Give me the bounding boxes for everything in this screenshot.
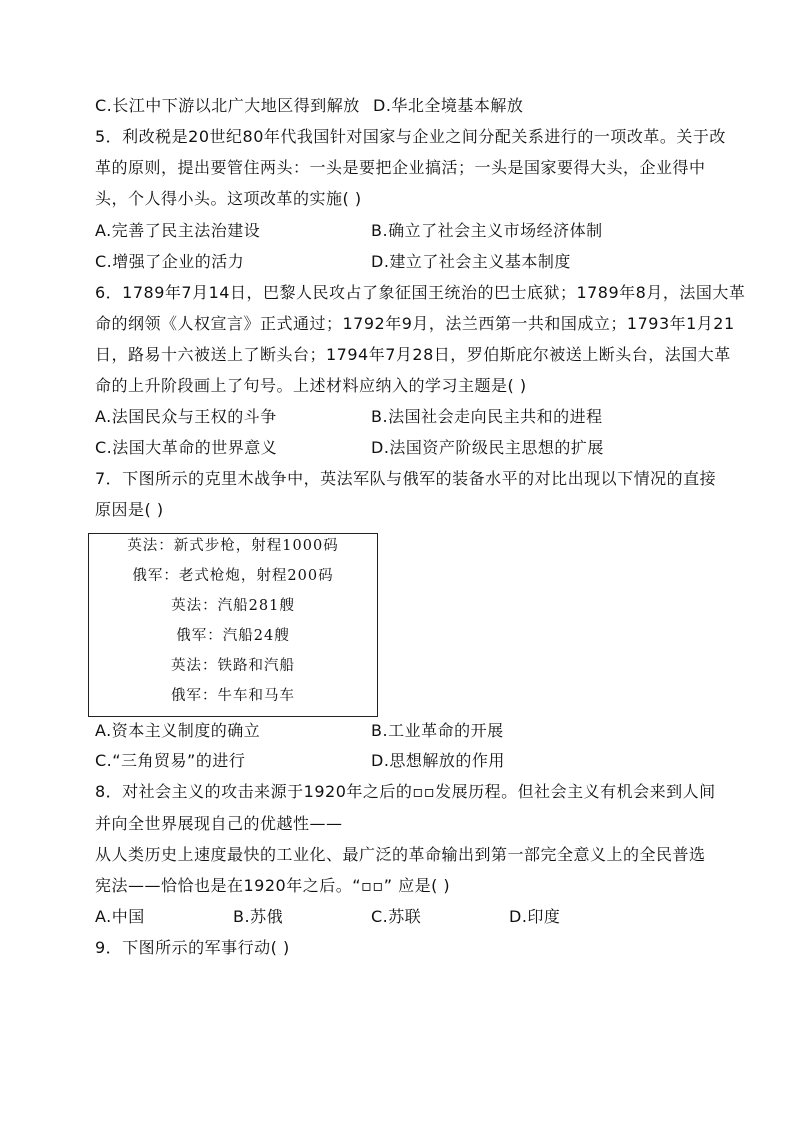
q7-option-b: B.工业革命的开展 (371, 721, 504, 740)
q6-option-d: D.法国资产阶级民主思想的扩展 (371, 438, 604, 457)
q8-option-c: C.苏联 (371, 907, 422, 926)
q4-option-d: D.华北全境基本解放 (373, 96, 524, 115)
q8-option-d: D.印度 (509, 907, 561, 926)
q5-option-c: C.增强了企业的活力 (95, 252, 245, 271)
comparison-row: 英法：汽船281艘 (171, 598, 295, 614)
q8-stem-line-3: 从人类历史上速度最快的工业化、最广泛的革命输出到第一部完全意义上的全民普选 (95, 845, 706, 864)
q6-option-a: A.法国民众与王权的斗争 (95, 407, 277, 426)
q7-option-d: D.思想解放的作用 (371, 751, 505, 770)
crimean-war-comparison-box (88, 533, 378, 717)
q7-option-c: C.“三角贸易”的进行 (95, 751, 246, 770)
comparison-row: 俄军：老式枪炮，射程200码 (132, 568, 334, 584)
q5-stem-line-2: 革的原则，提出要管住两头：一头是要把企业搞活；一头是国家要得大头，企业得中 (95, 158, 706, 177)
q6-stem-line-4: 命的上升阶段画上了句号。上述材料应纳入的学习主题是( ) (95, 376, 527, 395)
q8-stem-line-1: 8．对社会主义的攻击来源于1920年之后的▫▫发展历程。但社会主义有机会来到人间 (95, 782, 716, 801)
q5-stem-line-1: 5．利改税是20世纪80年代我国针对国家与企业之间分配关系进行的一项改革。关于改 (95, 127, 726, 146)
q8-stem-line-2: 并向全世界展现自己的优越性—— (95, 814, 343, 833)
q8-stem-line-4: 宪法——恰恰也是在1920年之后。“▫▫” 应是( ) (95, 876, 451, 895)
q7-stem-line-2: 原因是( ) (95, 500, 164, 519)
comparison-row: 俄军：牛车和马车 (171, 688, 295, 704)
q5-option-a: A.完善了民主法治建设 (95, 221, 261, 240)
q7-option-a: A.资本主义制度的确立 (95, 721, 261, 740)
q7-stem-line-1: 7．下图所示的克里木战争中，英法军队与俄军的装备水平的对比出现以下情况的直接 (95, 469, 717, 488)
comparison-row: 英法：铁路和汽船 (171, 658, 295, 674)
q5-option-d: D.建立了社会主义基本制度 (371, 252, 571, 271)
q6-option-b: B.法国社会走向民主共和的进程 (371, 407, 603, 426)
q8-option-a: A.中国 (95, 907, 145, 926)
q8-option-b: B.苏俄 (233, 907, 284, 926)
comparison-row: 俄军：汽船24艘 (176, 628, 290, 644)
comparison-row: 英法：新式步枪，射程1000码 (127, 538, 339, 554)
q5-stem-line-3: 头，个人得小头。这项改革的实施( ) (95, 189, 362, 208)
q6-stem-line-3: 日，路易十六被送上了断头台；1794年7月28日，罗伯斯庇尔被送上断头台，法国大革 (95, 345, 731, 364)
q6-stem-line-2: 命的纲领《人权宣言》正式通过；1792年9月，法兰西第一共和国成立；1793年1月21 (95, 314, 735, 333)
q6-stem-line-1: 6．1789年7月14日，巴黎人民攻占了象征国王统治的巴士底狱；1789年8月，法国大革 (95, 283, 746, 302)
q5-option-b: B.确立了社会主义市场经济体制 (371, 221, 603, 240)
q9-stem-line-1: 9．下图所示的军事行动( ) (95, 938, 290, 957)
q6-option-c: C.法国大革命的世界意义 (95, 438, 278, 457)
q4-option-c: C.长江中下游以北广大地区得到解放 (95, 96, 360, 115)
